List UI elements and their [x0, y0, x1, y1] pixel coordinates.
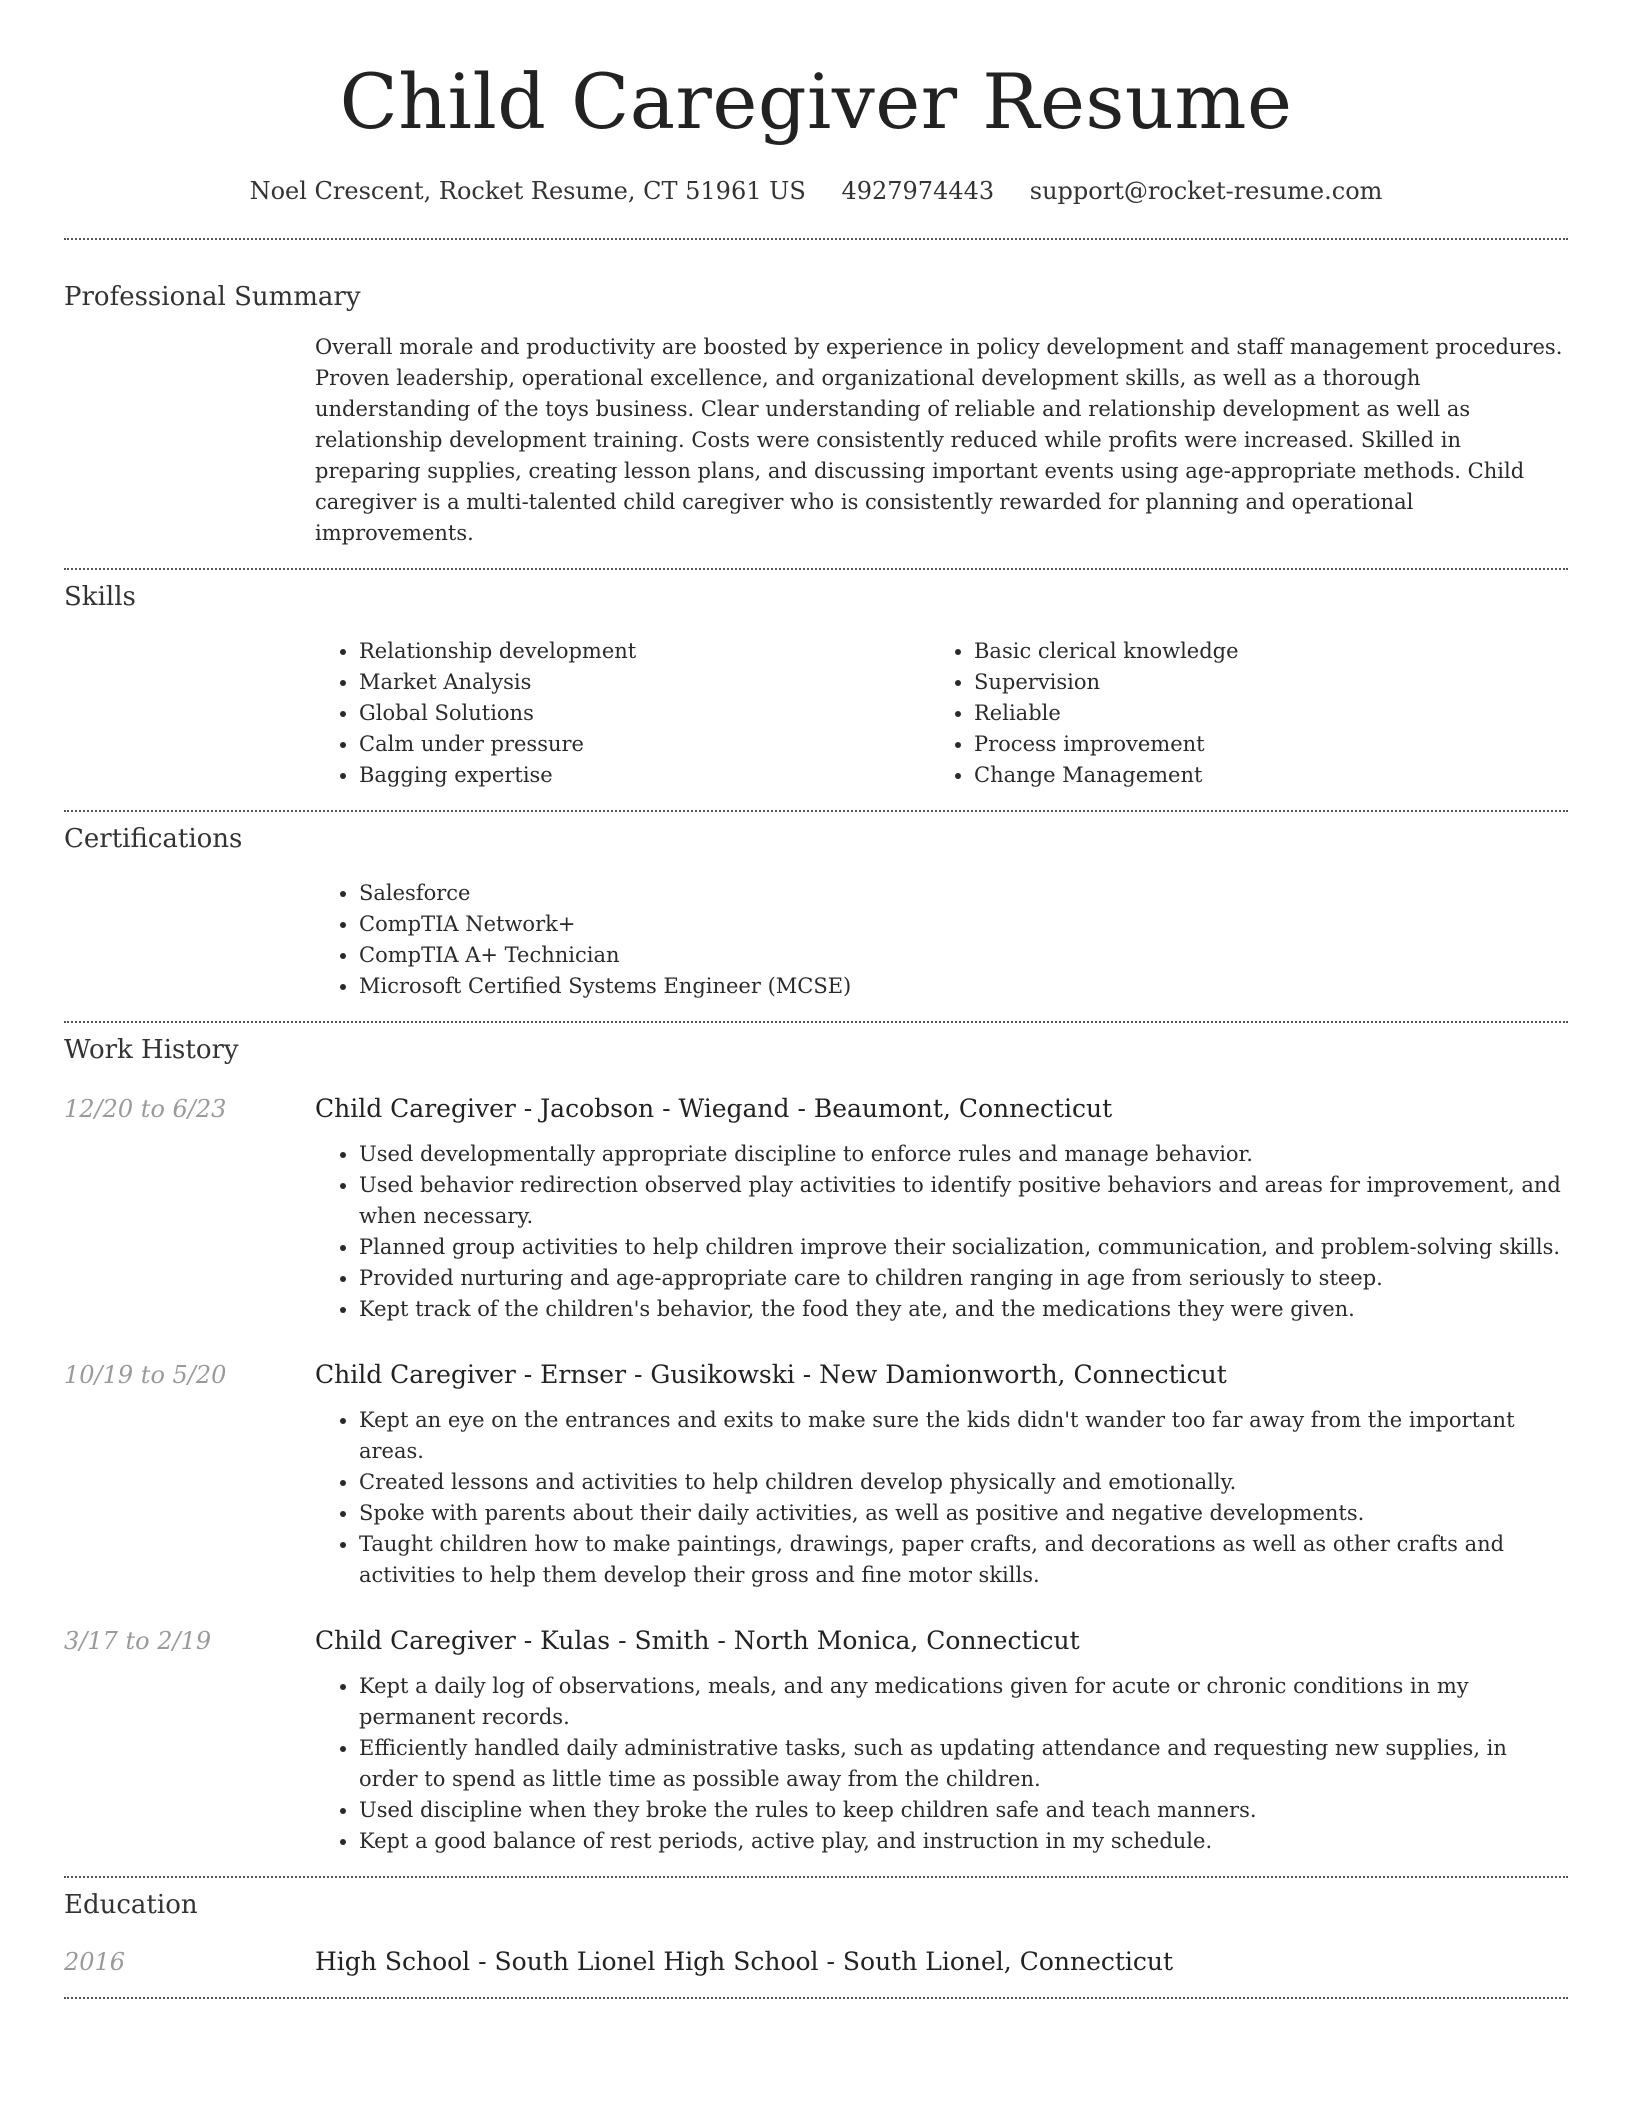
- resume-page: [64, 0, 1568, 1999]
- skills-heading: Skills: [64, 582, 136, 612]
- job-bullet: • Kept a daily log of observations, meals, and any medications given for acute or chronic conditions in my permanent records.: [359, 1671, 1568, 1733]
- job-bullet: • Taught children how to make paintings, drawings, paper crafts, and decorations as well as other crafts and activities to help them develop their gross and fine motor skills.: [359, 1529, 1568, 1591]
- job-bullet: • Kept a good balance of rest periods, active play, and instruction in my schedule.: [359, 1826, 1568, 1857]
- skill-item: • Calm under pressure: [359, 729, 930, 760]
- education-title: High School - South Lionel High School - South Lionel, Connecticut: [315, 1947, 1174, 1976]
- skill-item: • Supervision: [974, 667, 1545, 698]
- job-bullets: [315, 1139, 1568, 1325]
- divider: [64, 568, 1568, 570]
- skills-section: [64, 581, 1568, 791]
- skill-item: • Global Solutions: [359, 698, 930, 729]
- certification-item: • Microsoft Certified Systems Engineer (MCSE): [359, 971, 1568, 1002]
- divider: [64, 1021, 1568, 1023]
- skill-item: • Bagging expertise: [359, 760, 930, 791]
- contact-phone: 4927974443: [841, 177, 995, 205]
- skill-item: • Market Analysis: [359, 667, 930, 698]
- job-bullet: • Kept an eye on the entrances and exits to make sure the kids didn't wander too far away from the important areas.: [359, 1405, 1568, 1467]
- contact-address: Noel Crescent, Rocket Resume, CT 51961 US: [249, 177, 806, 205]
- certification-item: • CompTIA Network+: [359, 909, 1568, 940]
- certification-item: • Salesforce: [359, 878, 1568, 909]
- certifications-body: [315, 878, 1568, 1002]
- job-bullets: [315, 1671, 1568, 1857]
- job-bullet: • Planned group activities to help children improve their socialization, communication, and problem-solving skills.: [359, 1232, 1568, 1263]
- contact-line: [64, 176, 1568, 206]
- divider: [64, 810, 1568, 812]
- work-history-section: [64, 1034, 1568, 1857]
- job-bullet: • Provided nurturing and age-appropriate care to children ranging in age from seriously to steep.: [359, 1263, 1568, 1294]
- job-bullet: • Used developmentally appropriate discipline to enforce rules and manage behavior.: [359, 1139, 1568, 1170]
- skill-item: • Process improvement: [974, 729, 1545, 760]
- job-header: [64, 1359, 1568, 1391]
- job-bullet: • Created lessons and activities to help children develop physically and emotionally.: [359, 1467, 1568, 1498]
- summary-section: [64, 281, 1568, 549]
- education-section: [64, 1889, 1568, 1978]
- skill-item: • Relationship development: [359, 636, 930, 667]
- job-entry: [64, 1359, 1568, 1591]
- skills-column-left: [315, 636, 930, 791]
- divider: [64, 238, 1568, 240]
- job-bullet: • Used discipline when they broke the rules to keep children safe and teach manners.: [359, 1795, 1568, 1826]
- job-header: [64, 1093, 1568, 1125]
- certifications-section: [64, 823, 1568, 1002]
- certifications-heading: Certifications: [64, 824, 243, 854]
- job-entry: [64, 1093, 1568, 1325]
- skill-item: • Change Management: [974, 760, 1545, 791]
- skills-grid: [315, 636, 1568, 791]
- education-heading: Education: [64, 1890, 198, 1920]
- job-bullets: [315, 1405, 1568, 1591]
- job-date: 12/20 to 6/23: [64, 1095, 227, 1123]
- skill-item: • Reliable: [974, 698, 1545, 729]
- job-bullet: • Kept track of the children's behavior, the food they ate, and the medications they were given.: [359, 1294, 1568, 1325]
- resume-title: Child Caregiver Resume: [339, 57, 1293, 146]
- summary-heading: Professional Summary: [64, 282, 361, 312]
- job-bullet: • Used behavior redirection observed play activities to identify positive behaviors and areas for improvement, and when necessary.: [359, 1170, 1568, 1232]
- job-bullet: • Spoke with parents about their daily activities, as well as positive and negative developments.: [359, 1498, 1568, 1529]
- certification-item: • CompTIA A+ Technician: [359, 940, 1568, 971]
- divider: [64, 1997, 1568, 1999]
- job-date: 3/17 to 2/19: [64, 1627, 212, 1655]
- work-history-heading: Work History: [64, 1035, 239, 1065]
- divider: [64, 1876, 1568, 1878]
- summary-body: [315, 332, 1568, 549]
- job-header: [64, 1625, 1568, 1657]
- contact-email: support@rocket-resume.com: [1029, 177, 1383, 205]
- job-entry: [64, 1625, 1568, 1857]
- skill-item: • Basic clerical knowledge: [974, 636, 1545, 667]
- job-date: 10/19 to 5/20: [64, 1361, 227, 1389]
- summary-text: Overall morale and productivity are boosted by experience in policy development and staff management procedures. Proven leadership, operational excellence, and organizational development skills, as well as a thorough understanding of the toys business. Clear understanding of reliable and relationship development as well as relationship development training. Costs were consistently reduced while profits were increased. Skilled in preparing supplies, creating lesson plans, and discussing important events using age-appropriate methods. Child caregiver is a multi-talented child caregiver who is consistently rewarded for planning and operational improvements.: [315, 335, 1563, 545]
- education-entry: [64, 1946, 1568, 1978]
- education-date: 2016: [64, 1948, 126, 1976]
- job-title: Child Caregiver - Jacobson - Wiegand - Beaumont, Connecticut: [315, 1094, 1113, 1123]
- job-bullet: • Efficiently handled daily administrative tasks, such as updating attendance and requesting new supplies, in order to spend as little time as possible away from the children.: [359, 1733, 1568, 1795]
- job-title: Child Caregiver - Ernser - Gusikowski - New Damionworth, Connecticut: [315, 1360, 1227, 1389]
- job-title: Child Caregiver - Kulas - Smith - North Monica, Connecticut: [315, 1626, 1080, 1655]
- skills-column-right: [930, 636, 1545, 791]
